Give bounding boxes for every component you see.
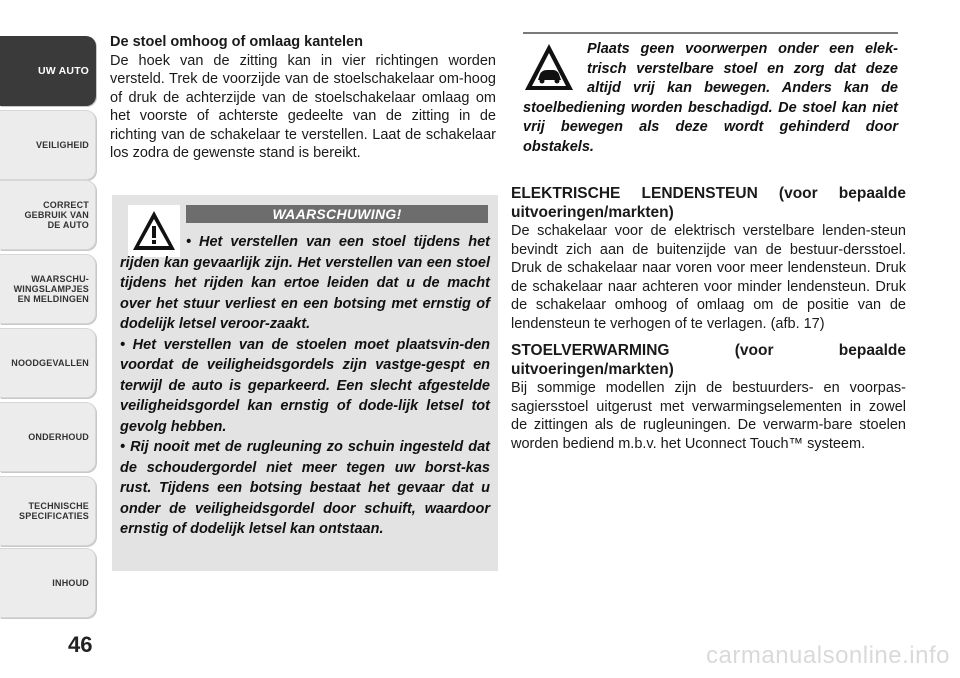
section-heading: De stoel omhoog of omlaag kantelen — [110, 34, 363, 50]
section-body: De schakelaar voor de elektrisch verstelbare lenden-steun bevindt zich aan de buitenzijde van de bestuur-dersstoel. Druk de schakelaar naar voren voor meer lendensteun. Druk de schakelaar naar achteren voor minder lendensteun. Druk de schakelaar omhoog of omlaag om de positie van de lendensteun te verhogen of te verlagen. (afb. 17) — [511, 223, 906, 332]
caution-body: Plaats geen voorwerpen onder een elek-trisch verstelbare stoel en zorg dat deze altijd vrij kan bewegen. Anders kan de stoelbediening worden beschadigd. De stoel kan niet vrij bewegen als deze wordt gehinderd door obstakels. — [523, 41, 898, 155]
caution-text — [523, 40, 898, 157]
section-heading: ELEKTRISCHE LENDENSTEUN (voor bepaalde uitvoeringen/markten) — [511, 185, 906, 221]
section-heading: STOELVERWARMING (voor bepaalde uitvoeringen/markten) — [511, 342, 906, 378]
section-body: De hoek van de zitting kan in vier richtingen worden versteld. Trek de voorzijde van de stoelschakelaar om-hoog of druk de achterzijde van de stoelschakelaar omlaag om het voorste of achterste gedeelte van de zitting in de richting van de schakelaar te verstellen. Laat de schakelaar los zodra de gewenste stand is bereikt. — [110, 52, 496, 161]
page-number: 46 — [68, 632, 93, 657]
right-column — [511, 184, 906, 453]
tab-waarschuwingslampjes[interactable] — [0, 254, 96, 324]
tab-label: ONDERHOUD — [28, 432, 89, 442]
warning-text — [120, 232, 490, 540]
warning-bullet: • Het verstellen van een stoel tijdens het rijden kan gevaarlijk zijn. Het verstellen van een stoel tijdens het rijden kan ertoe leiden dat u de macht over het stuur verliest en een botsing met ernstig of dodelijk letsel veroor-zaakt. — [120, 234, 490, 332]
tab-veiligheid[interactable] — [0, 110, 96, 180]
tab-label: NOODGEVALLEN — [11, 358, 89, 368]
tab-uw-auto[interactable] — [0, 36, 96, 106]
tab-inhoud[interactable] — [0, 548, 96, 618]
tab-label: WAARSCHU- WINGSLAMPJES EN MELDINGEN — [13, 274, 89, 304]
tab-label: TECHNISCHE SPECIFICATIES — [19, 501, 89, 521]
tab-label: INHOUD — [52, 578, 89, 588]
tab-noodgevallen[interactable] — [0, 328, 96, 398]
warning-bullet: • Het verstellen van de stoelen moet plaatsvin-den voordat de veiligheidsgordels zijn vastge-gespt en terwijl de auto is geparkeerd. Een slecht afgestelde veiligheidsgordel kan ernstig of dode-lijk letsel tot gevolg hebben. — [120, 336, 490, 435]
caution-rule — [523, 32, 898, 34]
warning-title: WAARSCHUWING! — [186, 205, 488, 223]
tab-technische-specificaties[interactable] — [0, 476, 96, 546]
tab-label: VEILIGHEID — [35, 140, 89, 150]
tab-correct-gebruik[interactable] — [0, 180, 96, 250]
tab-onderhoud[interactable] — [0, 402, 96, 472]
tab-label: CORRECT GEBRUIK VAN DE AUTO — [24, 200, 89, 230]
warning-bullet: • Rij nooit met de rugleuning zo schuin ingesteld dat de schoudergordel niet meer tegen uw borst-kas rust. Tijdens een botsing bestaat het gevaar dat u onder de veiligheidsgordel door schuift, waardoor ernstig of dodelijk letsel kan ontstaan. — [120, 439, 490, 537]
section-body: Bij sommige modellen zijn de bestuurders- en voorpas-sagiersstoel uitgerust met verwarmingselementen in zowel de zittingen als de rugleuningen. De verwarm-bare stoelen worden bediend m.b.v. het Uconnect Touch™ systeem. — [511, 380, 906, 452]
watermark: carmanualsonline.info — [706, 642, 950, 669]
tab-label: UW AUTO — [38, 65, 89, 77]
left-column — [110, 33, 496, 163]
